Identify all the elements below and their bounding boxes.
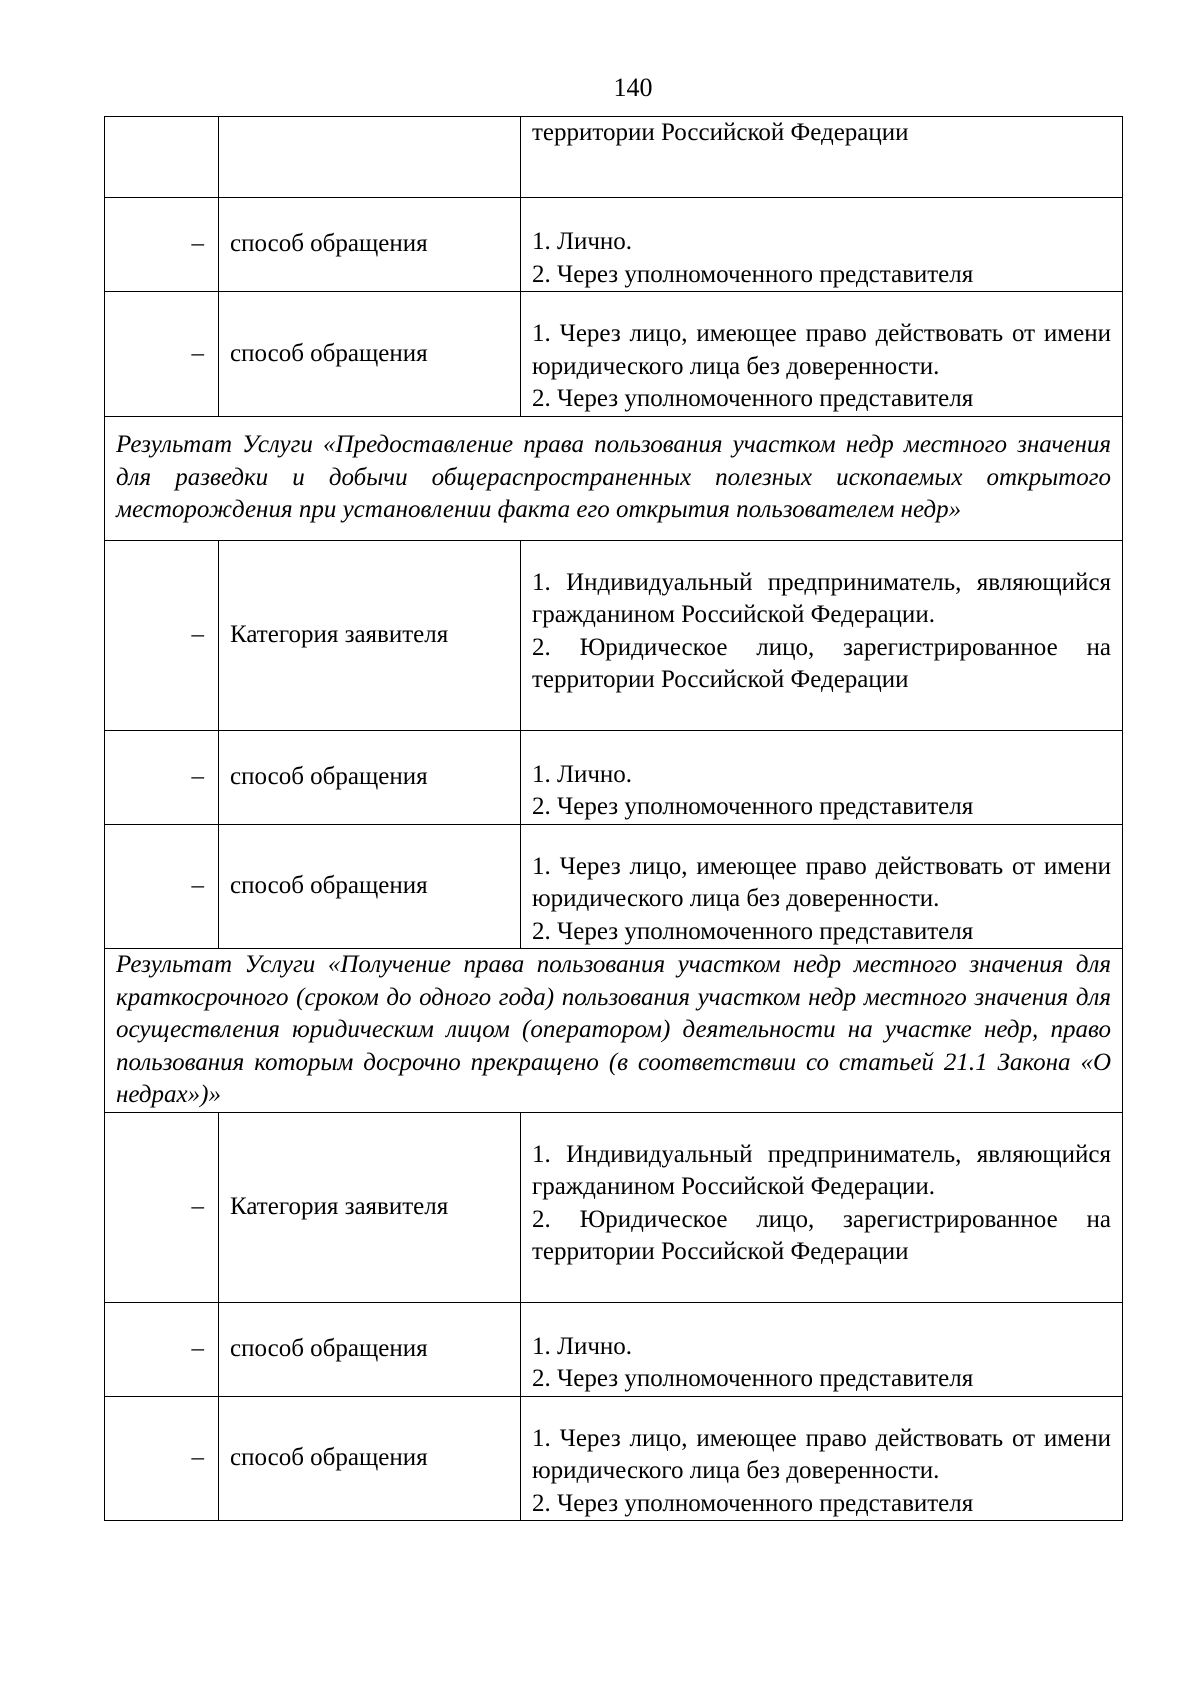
page-number: 140 bbox=[613, 73, 653, 102]
value-line: 2. Через уполномоченного представителя bbox=[532, 917, 974, 945]
label-cell: способ обращения bbox=[219, 198, 521, 292]
dash-cell: – bbox=[105, 198, 219, 292]
table-row bbox=[105, 730, 1123, 824]
value-cell bbox=[521, 540, 1123, 730]
value-line: 2. Юридическое лицо, зарегистрированное на территории Российской Федерации bbox=[532, 1205, 1111, 1265]
value-line: 2. Юридическое лицо, зарегистрированное на территории Российской Федерации bbox=[532, 633, 1111, 693]
dash-cell: – bbox=[105, 730, 219, 824]
value-line: 1. Через лицо, имеющее право действовать от имени юридического лица без доверенности. bbox=[532, 320, 1111, 380]
label-cell: способ обращения bbox=[219, 730, 521, 824]
dash-cell: – bbox=[105, 1396, 219, 1521]
table-row bbox=[105, 1112, 1123, 1302]
dash-cell: – bbox=[105, 292, 219, 417]
label-cell bbox=[219, 117, 521, 198]
dash-cell: – bbox=[105, 540, 219, 730]
dash-cell: – bbox=[105, 1112, 219, 1302]
value-cell bbox=[521, 1396, 1123, 1521]
value-line: 2. Через уполномоченного представителя bbox=[532, 793, 974, 820]
value-cell bbox=[521, 198, 1123, 292]
label-cell: Категория заявителя bbox=[219, 540, 521, 730]
value-cell bbox=[521, 730, 1123, 824]
value-line: 1. Индивидуальный предприниматель, являющийся гражданином Российской Федерации. bbox=[532, 1140, 1111, 1200]
value-line: 2. Через уполномоченного представителя bbox=[532, 385, 974, 412]
value-cell bbox=[521, 1112, 1123, 1302]
value-line: 1. Через лицо, имеющее право действовать от имени юридического лица без доверенности. bbox=[532, 852, 1111, 912]
value-line: 1. Через лицо, имеющее право действовать от имени юридического лица без доверенности. bbox=[532, 1424, 1111, 1484]
label-cell: способ обращения bbox=[219, 1396, 521, 1521]
dash-cell bbox=[105, 117, 219, 198]
label-cell: способ обращения bbox=[219, 824, 521, 949]
table-row bbox=[105, 1302, 1123, 1396]
value-cell bbox=[521, 824, 1123, 949]
value-line: 1. Лично. bbox=[532, 1332, 633, 1360]
section-row bbox=[105, 416, 1123, 540]
document-table bbox=[104, 116, 1123, 1521]
value-cell bbox=[521, 117, 1123, 198]
table-row bbox=[105, 198, 1123, 292]
value-line: 2. Через уполномоченного представителя bbox=[532, 260, 974, 288]
label-cell: Категория заявителя bbox=[219, 1112, 521, 1302]
value-cell bbox=[521, 1302, 1123, 1396]
value-line: 2. Через уполномоченного представителя bbox=[532, 1489, 974, 1517]
table-row bbox=[105, 824, 1123, 949]
value-line: территории Российской Федерации bbox=[532, 119, 909, 146]
table-row bbox=[105, 292, 1123, 417]
table-row bbox=[105, 1396, 1123, 1521]
dash-cell: – bbox=[105, 824, 219, 949]
label-cell: способ обращения bbox=[219, 292, 521, 417]
section-heading: Результат Услуги «Предоставление права пользования участком недр местного значения для разведки и добычи общераспространенных полезных ископаемых открытого месторождения при установлении факта его открытия пользователем недр» bbox=[105, 416, 1123, 540]
value-cell bbox=[521, 292, 1123, 417]
dash-cell: – bbox=[105, 1302, 219, 1396]
label-cell: способ обращения bbox=[219, 1302, 521, 1396]
table-row bbox=[105, 540, 1123, 730]
value-line: 1. Индивидуальный предприниматель, являющийся гражданином Российской Федерации. bbox=[532, 568, 1111, 628]
value-line: 1. Лично. bbox=[532, 760, 633, 788]
value-line: 2. Через уполномоченного представителя bbox=[532, 1365, 974, 1392]
table-row bbox=[105, 117, 1123, 198]
value-line: 1. Лично. bbox=[532, 228, 633, 255]
section-heading: Результат Услуги «Получение права пользования участком недр местного значения для краткосрочного (сроком до одного года) пользования участком недр местного значения для осуществления юридическим лицом (оператором) деятельности на участке недр, право пользования которым досрочно прекращено (в соответствии со статьей 21.1 Закона «О недрах»)» bbox=[105, 949, 1123, 1113]
section-row bbox=[105, 949, 1123, 1113]
